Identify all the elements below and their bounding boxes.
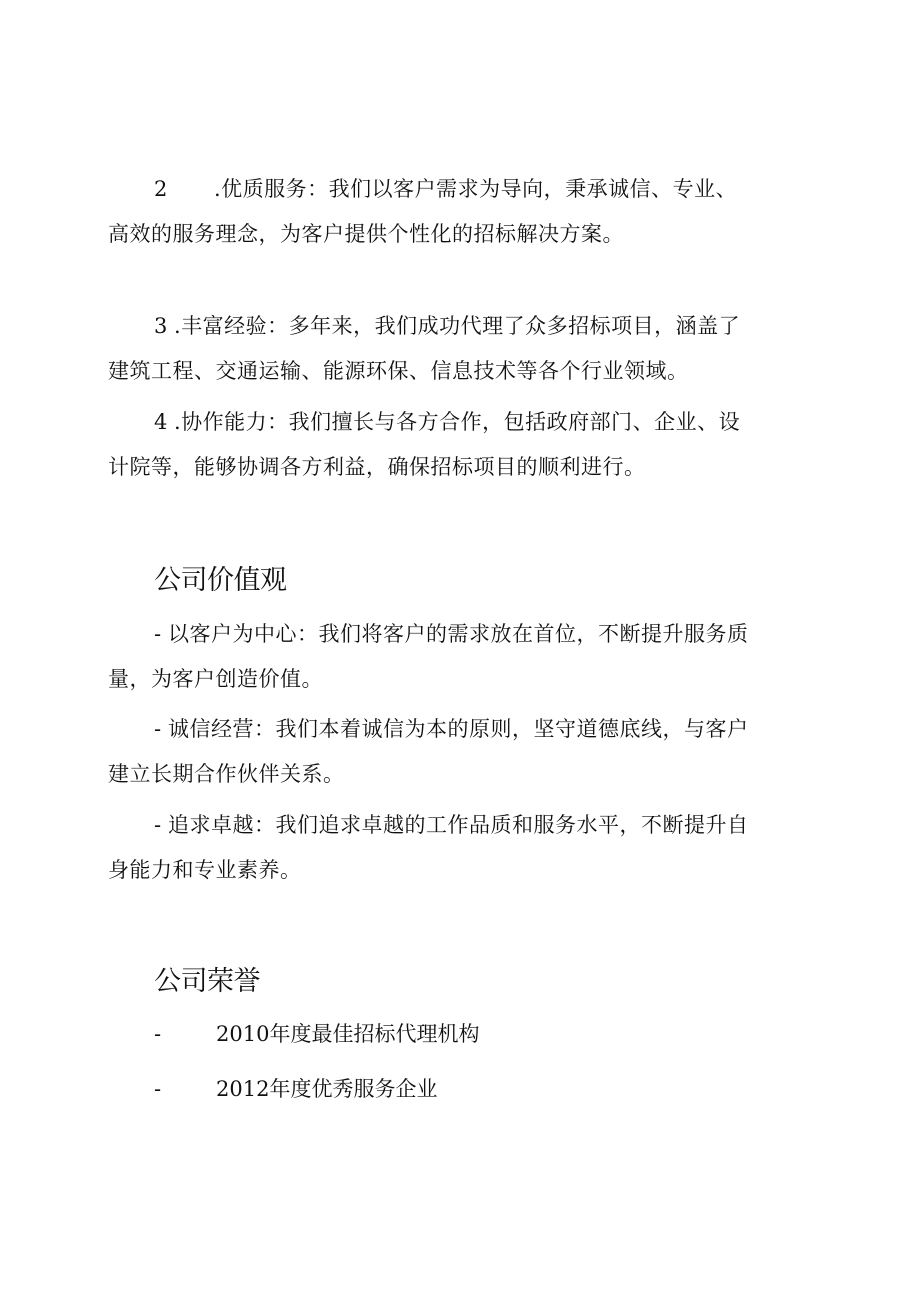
honor-text: 2012年度优秀服务企业	[216, 1077, 438, 1101]
item-number: 4	[154, 410, 168, 434]
honors-heading: 公司荣誉	[154, 966, 260, 997]
value-item-1	[108, 612, 808, 702]
item-number: 3	[154, 314, 168, 338]
bullet-dash: -	[154, 717, 162, 741]
advantage-item-4	[108, 400, 808, 490]
item-text: 诚信经营：我们本着诚信为本的原则，坚守道德底线，与客户	[168, 717, 749, 741]
value-item-2	[108, 707, 808, 797]
item-text: .协作能力：我们擅长与各方合作，包括政府部门、企业、设	[174, 410, 741, 434]
item-number: 2	[154, 177, 168, 201]
bullet-dash: -	[154, 1022, 162, 1046]
advantage-line-1	[108, 400, 808, 445]
advantage-line-2: 建筑工程、交通运输、能源环保、信息技术等各个行业领域。	[108, 359, 689, 383]
advantage-item-3	[108, 304, 808, 394]
value-line-1	[108, 803, 808, 848]
advantage-line-2: 计院等，能够协调各方利益，确保招标项目的顺利进行。	[108, 455, 646, 479]
advantage-item-2	[108, 167, 808, 257]
value-line-2: 量，为客户创造价值。	[108, 667, 323, 691]
value-item-3	[108, 803, 808, 893]
bullet-dash: -	[154, 1077, 162, 1101]
honor-item-2	[154, 1069, 437, 1109]
value-line-2: 建立长期合作伙伴关系。	[108, 762, 345, 786]
bullet-dash: -	[154, 813, 162, 837]
item-text: .优质服务：我们以客户需求为导向，秉承诚信、专业、	[214, 177, 738, 201]
honor-text: 2010年度最佳招标代理机构	[216, 1022, 480, 1046]
advantage-line-2: 高效的服务理念，为客户提供个性化的招标解决方案。	[108, 222, 624, 246]
bullet-dash: -	[154, 622, 162, 646]
value-line-1	[108, 707, 808, 752]
value-line-2: 身能力和专业素养。	[108, 858, 302, 882]
item-text: 以客户为中心：我们将客户的需求放在首位，不断提升服务质	[168, 622, 749, 646]
advantage-line-1	[108, 167, 808, 212]
item-text: 追求卓越：我们追求卓越的工作品质和服务水平，不断提升自	[168, 813, 749, 837]
item-text: .丰富经验：多年来，我们成功代理了众多招标项目，涵盖了	[174, 314, 741, 338]
values-heading: 公司价值观	[154, 565, 287, 596]
value-line-1	[108, 612, 808, 657]
honor-item-1	[154, 1014, 479, 1054]
advantage-line-1	[108, 304, 808, 349]
